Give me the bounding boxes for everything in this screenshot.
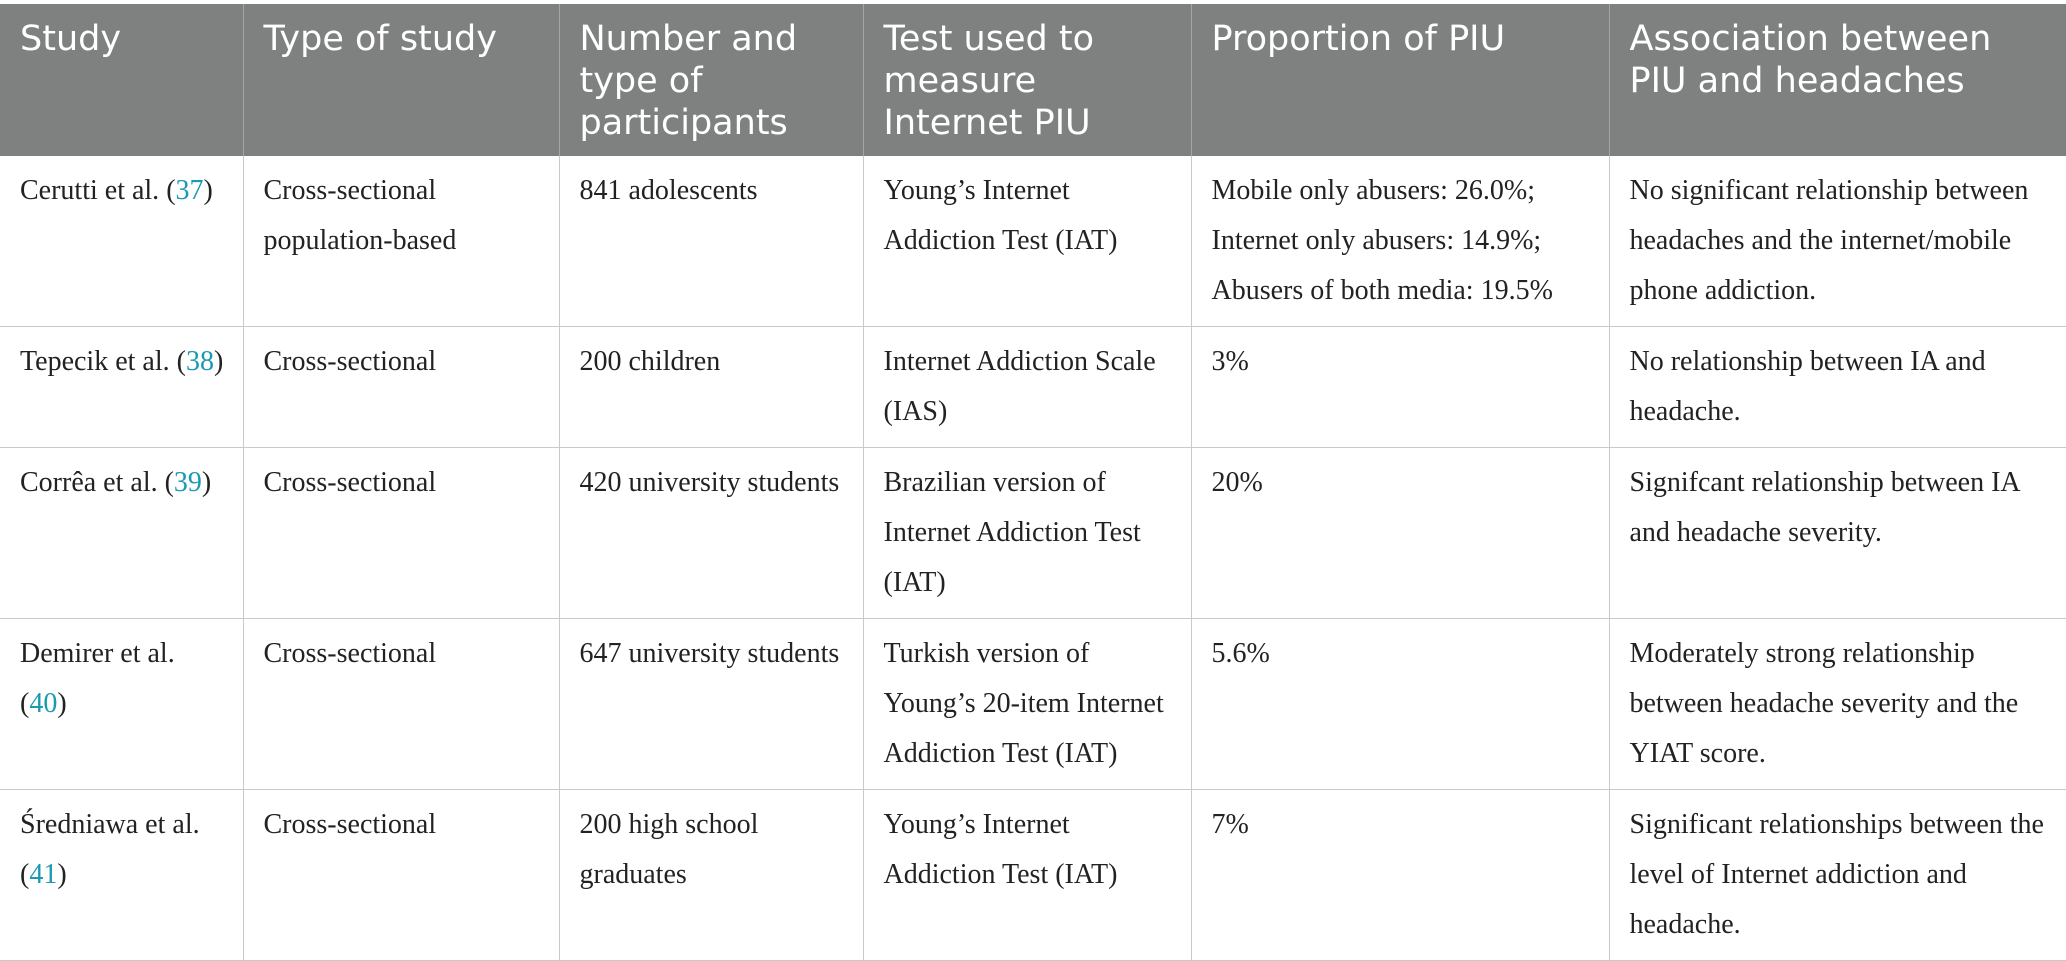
participants-cell: 420 university students: [559, 448, 863, 619]
table-row: [0, 790, 2066, 961]
type-cell: Cross-sectional: [243, 790, 559, 961]
reference-link[interactable]: 38: [185, 346, 214, 377]
proportion-line: Mobile only abusers: 26.0%;: [1211, 175, 1536, 206]
test-cell: Young’s Internet Addiction Test (IAT): [863, 156, 1191, 327]
association-cell: Moderately strong relationship between headache severity and the YIAT score.: [1609, 619, 2066, 790]
table-row: [0, 327, 2066, 448]
association-cell: No relationship between IA and headache.: [1609, 327, 2066, 448]
test-cell: Turkish version of Young’s 20-item Internet Addiction Test (IAT): [863, 619, 1191, 790]
table-row: [0, 156, 2066, 327]
association-cell: Signifcant relationship between IA and headache severity.: [1609, 448, 2066, 619]
table-row: [0, 619, 2066, 790]
study-name: Tepecik et al.: [20, 346, 170, 377]
header-association: Association between PIU and headaches: [1609, 4, 2066, 156]
type-cell: Cross-sectional: [243, 619, 559, 790]
type-cell: Cross-sectional population-based: [243, 156, 559, 327]
proportion-cell: [1191, 156, 1609, 327]
study-cell: Demirer et al. (40): [0, 619, 243, 790]
type-cell: Cross-sectional: [243, 327, 559, 448]
header-participants: Number and type of participants: [559, 4, 863, 156]
study-cell: Tepecik et al. (38): [0, 327, 243, 448]
reference-link[interactable]: 40: [29, 688, 58, 719]
proportion-cell: 5.6%: [1191, 619, 1609, 790]
participants-cell: 647 university students: [559, 619, 863, 790]
studies-table-container: [0, 4, 2066, 961]
reference-link[interactable]: 41: [29, 859, 58, 890]
proportion-cell: 7%: [1191, 790, 1609, 961]
header-type-of-study: Type of study: [243, 4, 559, 156]
header-row: [0, 4, 2066, 156]
study-name: Corrêa et al.: [20, 467, 158, 498]
reference-link[interactable]: 37: [175, 175, 204, 206]
participants-cell: 200 children: [559, 327, 863, 448]
proportion-line: Abusers of both media: 19.5%: [1211, 275, 1553, 306]
type-cell: Cross-sectional: [243, 448, 559, 619]
study-cell: Cerutti et al. (37): [0, 156, 243, 327]
test-cell: Brazilian version of Internet Addiction Test (IAT): [863, 448, 1191, 619]
table-header: [0, 4, 2066, 156]
proportion-cell: 20%: [1191, 448, 1609, 619]
study-name: Średniawa et al.: [20, 809, 200, 840]
proportion-line: Internet only abusers: 14.9%;: [1211, 225, 1542, 256]
participants-cell: 200 high school graduates: [559, 790, 863, 961]
header-study: Study: [0, 4, 243, 156]
header-proportion: Proportion of PIU: [1191, 4, 1609, 156]
table-body: [0, 156, 2066, 961]
association-cell: Significant relationships between the level of Internet addiction and headache.: [1609, 790, 2066, 961]
study-cell: Średniawa et al. (41): [0, 790, 243, 961]
study-name: Demirer et al.: [20, 638, 175, 669]
study-name: Cerutti et al.: [20, 175, 160, 206]
studies-table: [0, 4, 2066, 961]
participants-cell: 841 adolescents: [559, 156, 863, 327]
study-cell: Corrêa et al. (39): [0, 448, 243, 619]
test-cell: Internet Addiction Scale (IAS): [863, 327, 1191, 448]
proportion-cell: 3%: [1191, 327, 1609, 448]
test-cell: Young’s Internet Addiction Test (IAT): [863, 790, 1191, 961]
header-test-used: Test used to measure Internet PIU: [863, 4, 1191, 156]
table-row: [0, 448, 2066, 619]
association-cell: No significant relationship between headaches and the internet/mobile phone addiction.: [1609, 156, 2066, 327]
reference-link[interactable]: 39: [173, 467, 202, 498]
